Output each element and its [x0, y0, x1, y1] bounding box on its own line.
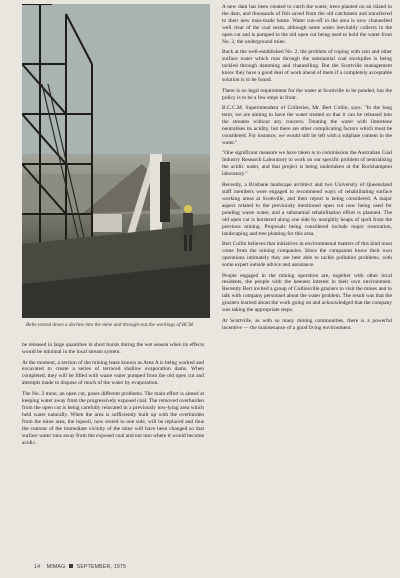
article-paragraph: At Scottville, as with so many mining communities, there is a powerful incentive — the maintenance of a good living environment. [222, 317, 392, 331]
photo-caption: Belts extend down a decline into the mine and through-out the workings of BCM. [26, 322, 195, 328]
article-paragraph: be released in large quantities in short bursts during the wet season when its effects would be minimal in the local stream system. [22, 342, 204, 355]
article-paragraph: A new dam has been created to catch the water, trees planted on an island in the dam, and thousands of fish saved from the old catchment and transferred to their new man-made home. Water run-off in the area is now channelled well clear of the coal seam, although some water inevitably collects in the open cut and is pumped to the old open cut being used to hold the water from No. 2, the underground mine. [222, 4, 392, 45]
issue-date: SEPTEMBER, 1975 [76, 564, 127, 570]
article-paragraph: There is no legal requirement for the water at Scottville to be ponded, but the policy is to be a few steps in front. [222, 87, 392, 101]
article-column-left [22, 342, 204, 450]
article-paragraph: Recently, a Brisbane landscape architect and two University of Queensland staff members were engaged to recommend ways of rehabilitating surface working areas at Scottville, and their report is being considered. A major aspect related to the previously mentioned open cut now being used for ponding waste water, and a substantial rehabilitation effort is planned. The old open cut is bordered along one side by unsightly heaps of spoil from the previous mining. Proposals being considered include major restoration, landscaping and tree planting for this area. [222, 181, 392, 237]
square-bullet-icon [69, 564, 73, 568]
article-paragraph: Back at the well-established No. 2, the problem of coping with rain and other surface water which runs through the substantial coal stockpiles is being tackled through damming and channelling. But the Scottville management know they have a good deal of work ahead of them if a completely acceptable solution is to be found. [222, 49, 392, 84]
page-number: 14 [34, 564, 41, 570]
article-paragraph: "One significant measure we have taken is to commission the Australian Coal Industry Research Laboratory to work on our specific problem of neutralising the acidic water, and that project is being undertaken at the Rockhampton laboratory." [222, 150, 392, 178]
article-paragraph: At the moment, a section of the mining lease known as Area A is being worked and excavated to create a series of terraced shallow evaporation dams. When completed, they will be filled with waste water pumped from the old open cut and attempts made to dispose of much of the water by evaporation. [22, 359, 204, 387]
article-column-right [222, 4, 392, 335]
magazine-name: MIMAG [46, 564, 66, 570]
mine-photo-illustration [22, 4, 210, 318]
article-paragraph: B.C.C.M. Superintendent of Collieries, Mr. Bert Collin, says: "In the long term, we are aiming to have the water treated so that it can be released into the streams without any concern. Treating the water with limestone neutralises its acidity, but there are other complicating factors which must be considered. For instance, we would still be left with a sulphate content in the water." [222, 105, 392, 146]
article-paragraph: Bert Collin believes that initiatives in environmental matters of this kind must come from the mining companies. Since the companies know their own operations intimately they are best able to tackle pollution problems, with some expert outside advice and assistance. [222, 241, 392, 268]
page-footer [34, 564, 126, 570]
mine-photo [22, 4, 210, 318]
article-paragraph: The No. 3 mine, an open cut, poses different problems. The main effort is aimed at keeping water away from the progressively exposed coal. The removed overburden from the open cut is being carefully relocated in a previously low-lying area which held water naturally. When the area is sufficiently built up with the overburden from the mine area, the topsoil, now stored to one side, will be replaced and thus the contour of the immediate vicinity of the mine will have been changed so that surface water runs away from the exposed coal and not into where it would become acidic. [22, 390, 204, 446]
article-paragraph: People engaged in the mining operation are, together with other local residents, the people with the keenest interest in their own environment. Recently Bert invited a group of Collinsville graziers to visit the mines and to talk with company personnel about the water problem. The result was that the graziers learned about the work going on and acknowledged that the company was taking the appropriate steps. [222, 272, 392, 314]
